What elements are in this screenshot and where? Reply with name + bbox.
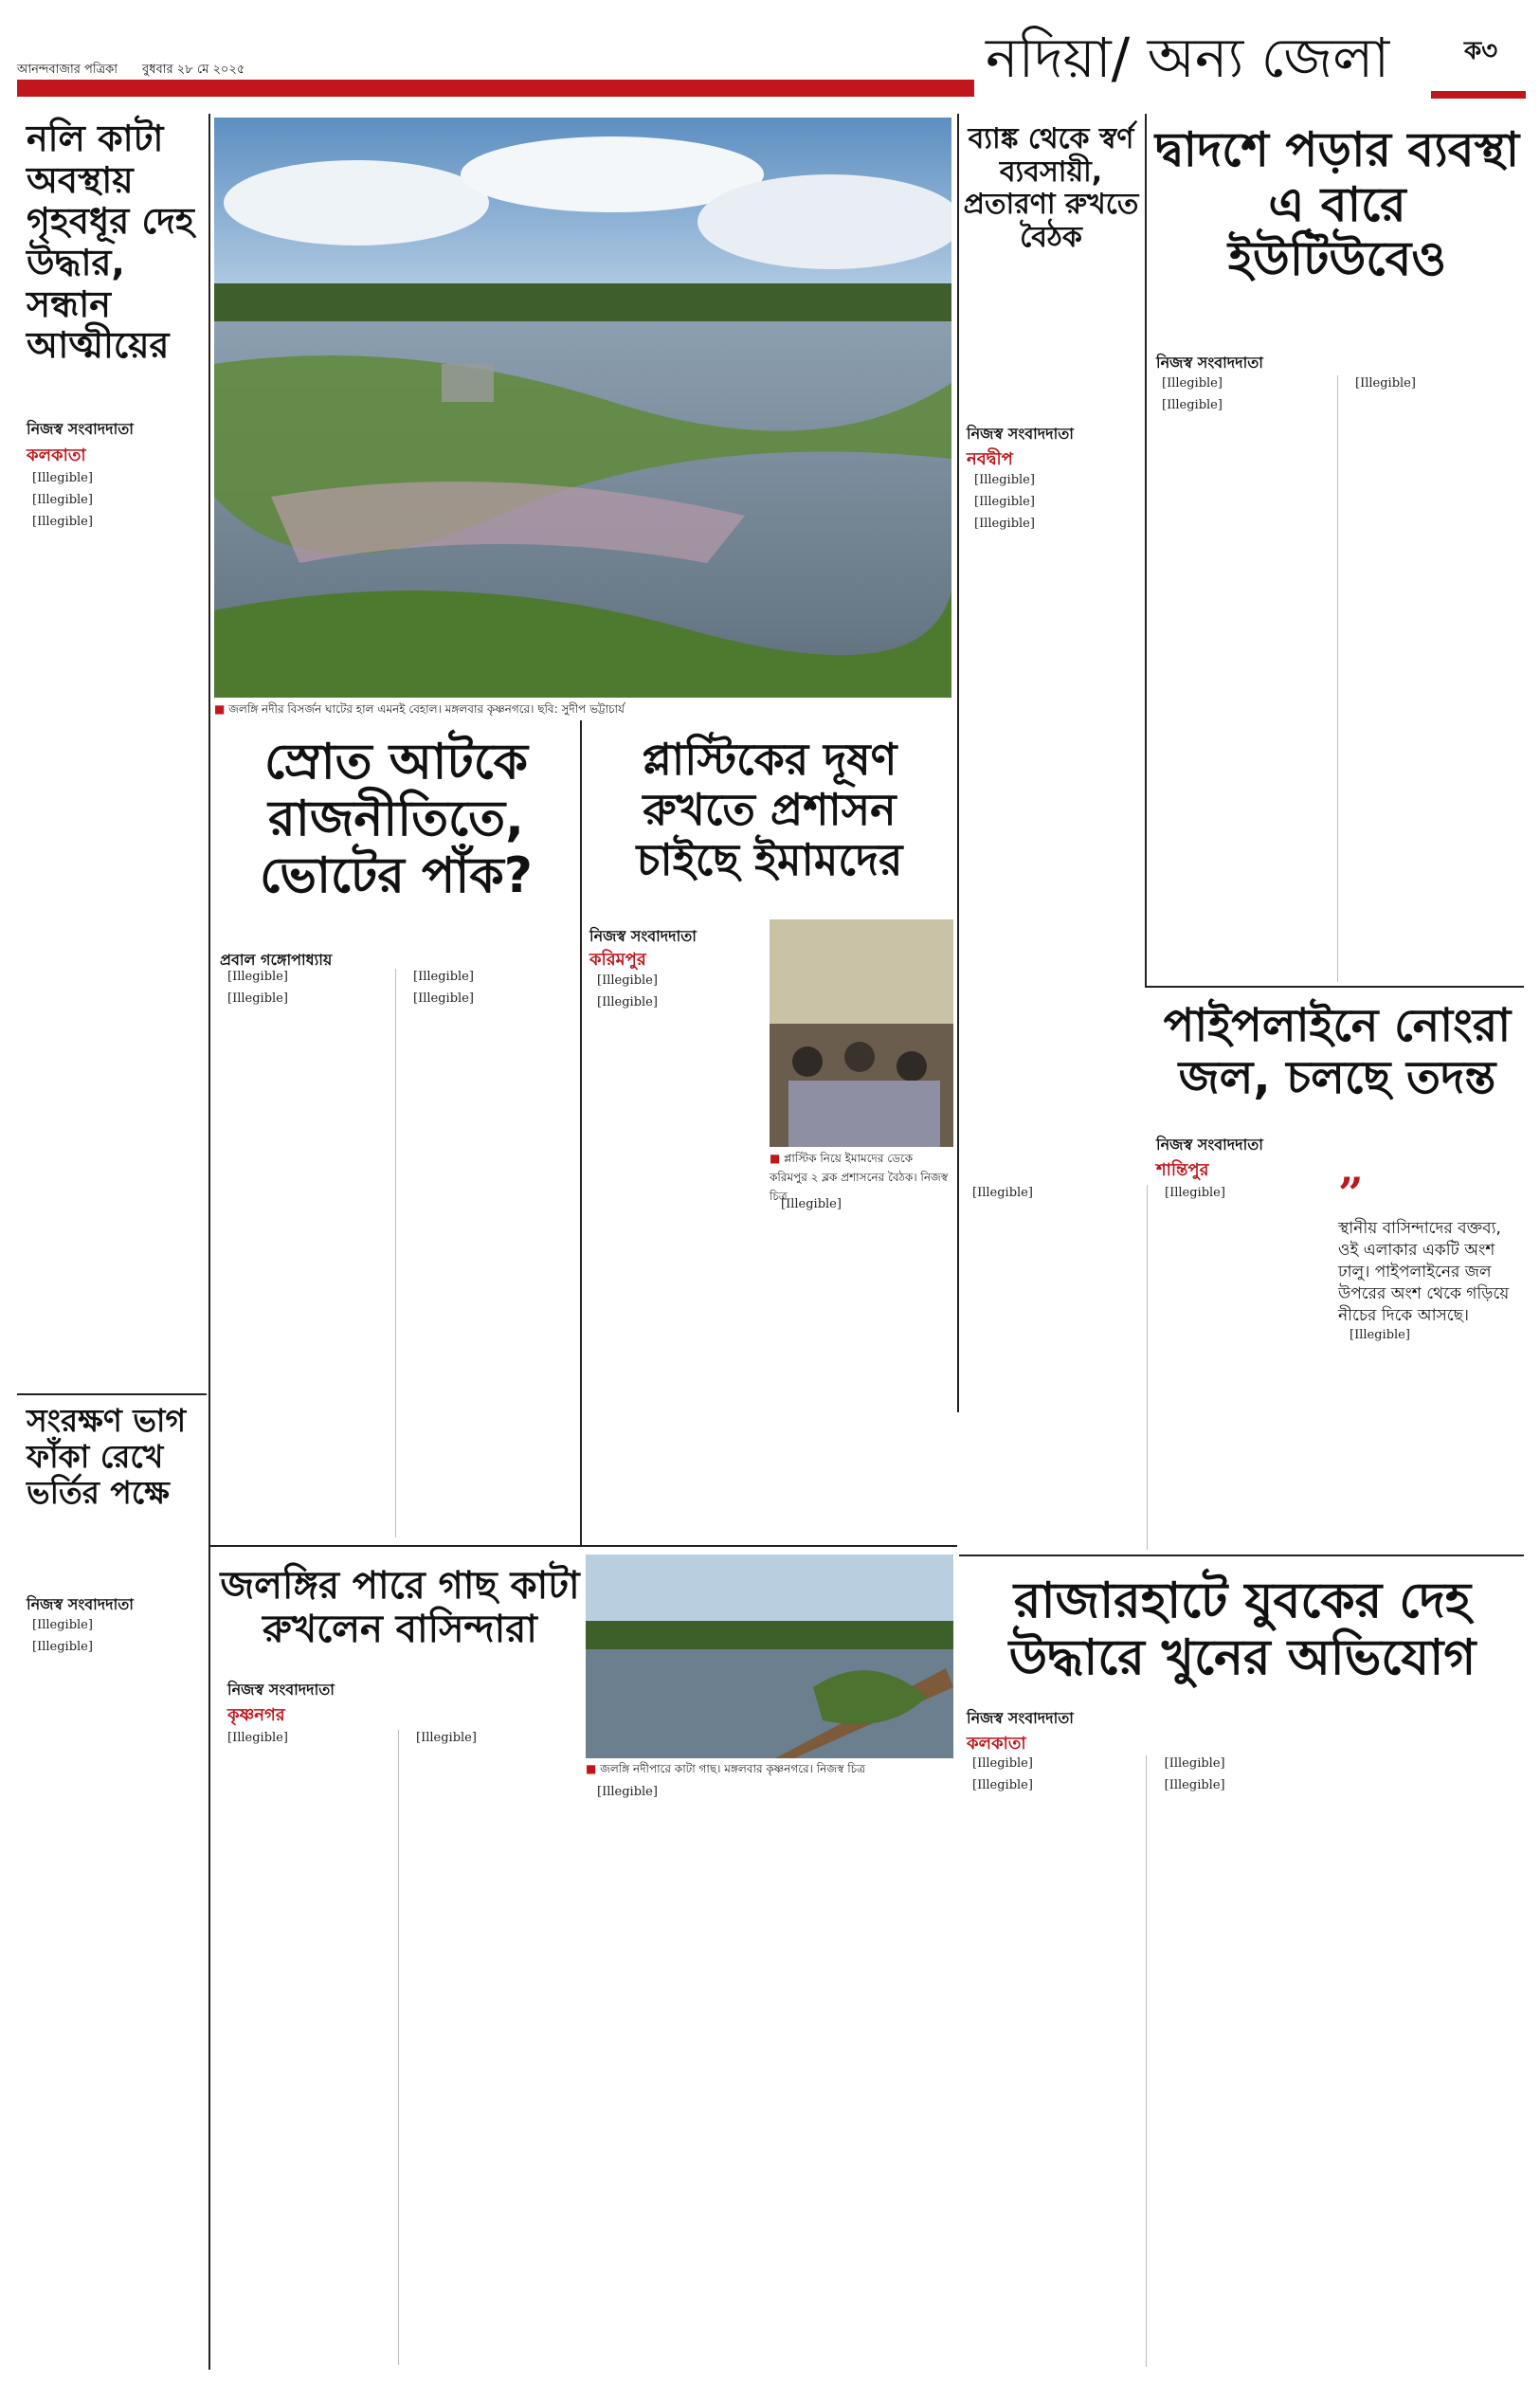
river-photo-illustration <box>214 118 951 698</box>
byline-jalangi: নিজস্ব সংবাদদাতা <box>227 1681 335 1699</box>
byline-pipeline: নিজস্ব সংবাদদাতা <box>1156 1136 1263 1154</box>
paragraph: [Illegible] <box>32 514 93 529</box>
paragraph: [Illegible] <box>1350 1328 1410 1342</box>
byline-rajarhat: নিজস্ব সংবাদদাতা <box>967 1709 1074 1727</box>
byline-srot: প্রবাল গঙ্গোপাধ্যায় <box>220 951 333 969</box>
body-rajarhat <box>961 1755 1524 2367</box>
paragraph: [Illegible] <box>972 1777 1033 1792</box>
paper-name: আনন্দবাজার পত্রিকা <box>17 63 118 77</box>
byline-bank: নিজস্ব সংবাদদাতা <box>967 425 1074 443</box>
body-pipeline <box>961 1185 1332 1550</box>
section-title: নদিয়া/ অন্য জেলা <box>986 26 1390 90</box>
paragraph: [Illegible] <box>1164 1777 1225 1792</box>
column-rule <box>957 114 959 1412</box>
paragraph: [Illegible] <box>32 492 93 507</box>
paragraph: [Illegible] <box>227 991 288 1006</box>
paragraph: [Illegible] <box>227 970 288 984</box>
section-divider <box>959 1555 1524 1556</box>
headline-bank: ব্যাঙ্ক থেকে স্বর্ণ ব্যবসায়ী, প্রতারণা রুখতে বৈঠক <box>963 122 1139 254</box>
paragraph: [Illegible] <box>974 473 1035 487</box>
plastic-meeting-illustration <box>770 919 953 1147</box>
paragraph: [Illegible] <box>413 970 474 984</box>
paragraph: [Illegible] <box>32 1639 93 1654</box>
column-rule <box>208 114 210 2370</box>
place-plastic: করিমপুর <box>589 950 646 970</box>
headline-noli: নলি কাটা অবস্থায় গৃহবধূর দেহ উদ্ধার, সন্ধান আত্মীয়ের <box>27 118 194 367</box>
section-divider <box>1145 986 1524 988</box>
paragraph: [Illegible] <box>1162 376 1223 391</box>
masthead-red-band-right <box>1431 91 1526 99</box>
place-rajarhat: কলকাতা <box>967 1734 1026 1754</box>
jalangi-tree-photo <box>586 1555 953 1758</box>
headline-jalangi: জলঙ্গির পারে গাছ কাটা রুখলেন বাসিন্দারা <box>220 1564 580 1651</box>
section-divider <box>210 1545 957 1547</box>
paragraph: [Illegible] <box>227 1731 288 1745</box>
paragraph: [Illegible] <box>1162 397 1223 412</box>
masthead <box>0 0 1540 104</box>
page-number: ক৩ <box>1464 37 1498 65</box>
paragraph: [Illegible] <box>1165 1186 1225 1200</box>
paragraph: [Illegible] <box>1164 1756 1225 1771</box>
body-jalangi <box>216 1730 580 2365</box>
body-plastic-cont <box>770 1196 953 1537</box>
body-noli <box>21 470 203 1380</box>
byline-dwadash: নিজস্ব সংবাদদাতা <box>1156 354 1263 372</box>
headline-srot: স্রোত আটকে রাজনীতিতে, ভোটের পাঁক? <box>260 734 533 904</box>
headline-plastic: প্লাস্টিকের দূষণ রুখতে প্রশাসন চাইছে ইমামদের <box>636 734 903 885</box>
body-srot <box>216 969 574 1537</box>
paragraph: [Illegible] <box>974 494 1035 509</box>
main-photo-caption: ■ জলঙ্গি নদীর বিসর্জন ঘাটের হাল এমনই বেহাল। মঙ্গলবার কৃষ্ণনগরে। ছবি: সুদীপ ভট্টাচার্য <box>214 701 951 720</box>
paragraph: [Illegible] <box>597 1785 658 1799</box>
paragraph: [Illegible] <box>974 516 1035 531</box>
body-dwadash <box>1150 375 1524 982</box>
jalangi-tree-illustration <box>586 1555 953 1758</box>
paragraph: [Illegible] <box>781 1197 842 1211</box>
byline-plastic: নিজস্ব সংবাদদাতা <box>589 927 697 945</box>
river-photo <box>214 118 951 698</box>
column-rule <box>580 720 582 1545</box>
quote-mark-icon: ” <box>1338 1168 1364 1219</box>
paragraph: [Illegible] <box>597 973 658 988</box>
paragraph: [Illegible] <box>32 471 93 485</box>
section-divider <box>17 1393 207 1395</box>
place-pipeline: শান্তিপুর <box>1156 1160 1209 1180</box>
byline-noli: নিজস্ব সংবাদদাতা <box>27 420 134 438</box>
paragraph: [Illegible] <box>972 1186 1033 1200</box>
paragraph: [Illegible] <box>972 1756 1033 1771</box>
plastic-meeting-photo <box>770 919 953 1147</box>
plastic-photo-caption: ■ প্লাস্টিক নিয়ে ইমামদের ডেকে করিমপুর ২ ব্লক প্রশাসনের বৈঠক। নিজস্ব চিত্র <box>770 1151 953 1208</box>
jalangi-photo-caption: ■ জলঙ্গি নদীপারে কাটা গাছ। মঙ্গলবার কৃষ্ণনগরে। নিজস্ব চিত্র <box>586 1761 953 1780</box>
place-jalangi: কৃষ্ণনগর <box>227 1705 285 1725</box>
pull-quote-pipeline: স্থানীয় বাসিন্দাদের বক্তব্য, ওই এলাকার একটি অংশ ঢালু। পাইপলাইনের জল উপরের অংশ থেকে গড়িয়ে নীচের দিকে আসছে। <box>1338 1219 1510 1325</box>
headline-dwadash: দ্বাদশে পড়ার ব্যবস্থা এ বারে ইউটিউবেও <box>1154 122 1520 286</box>
paragraph: [Illegible] <box>32 1618 93 1632</box>
place-noli: কলকাতা <box>27 445 86 465</box>
body-pipeline-cont <box>1338 1327 1524 1550</box>
paragraph: [Illegible] <box>413 991 474 1006</box>
place-bank: নবদ্বীপ <box>967 449 1013 469</box>
paragraph: [Illegible] <box>416 1731 477 1745</box>
issue-date: বুধবার ২৮ মে ২০২৫ <box>142 63 245 77</box>
paragraph: [Illegible] <box>597 994 658 1009</box>
headline-rajarhat: রাজারহাটে যুবকের দেহ উদ্ধারে খুনের অভিযোগ <box>1008 1573 1477 1686</box>
body-jalangi-cont <box>586 1784 953 2365</box>
byline-sangrakshan: নিজস্ব সংবাদদাতা <box>27 1595 134 1613</box>
body-sangrakshan <box>21 1617 203 2366</box>
headline-sangrakshan: সংরক্ষণ ভাগ ফাঁকা রেখে ভর্তির পক্ষে <box>27 1402 187 1511</box>
column-rule <box>1145 114 1147 986</box>
masthead-red-band <box>17 80 974 97</box>
body-plastic <box>586 973 764 1541</box>
headline-pipeline: পাইপলাইনে নোংরা জল, চলছে তদন্ত <box>1163 999 1512 1105</box>
paragraph: [Illegible] <box>1355 376 1416 391</box>
